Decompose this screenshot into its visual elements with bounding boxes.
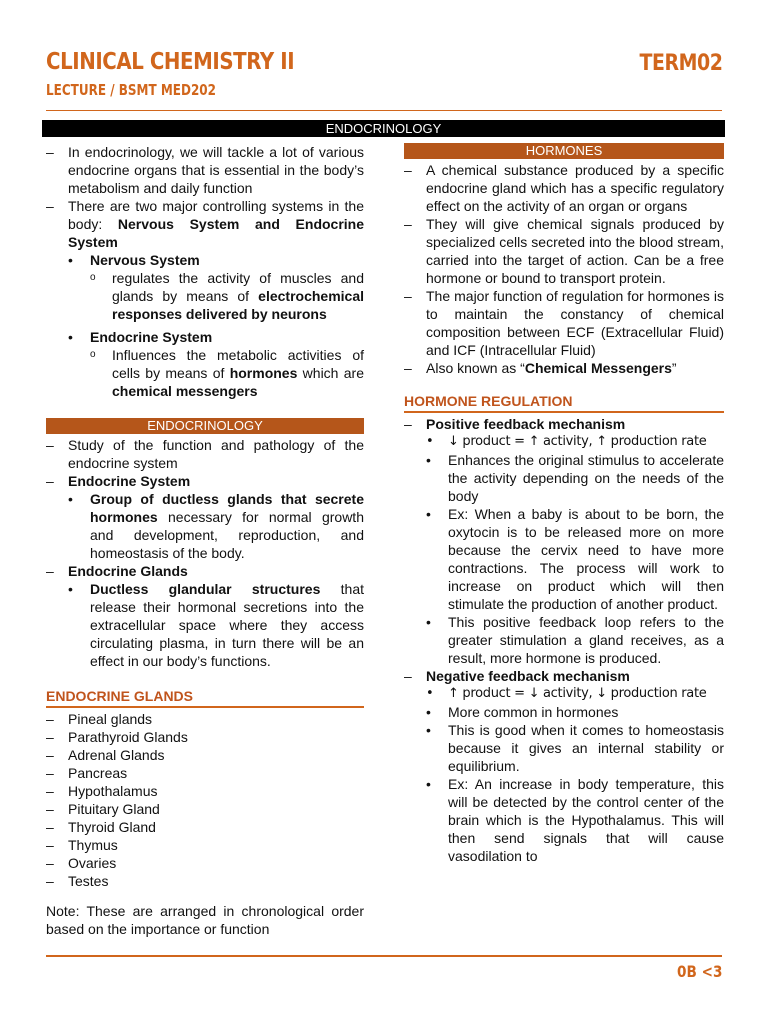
negative-feedback-item: – Negative feedback mechanism xyxy=(404,667,724,685)
right-column xyxy=(404,143,724,865)
hormone-regulation-heading: HORMONE REGULATION xyxy=(404,393,724,413)
nervous-system-desc: o regulates the activity of muscles and glands by means of electrochemical responses delivered by neurons xyxy=(90,269,364,323)
positive-feedback-item: – Positive feedback mechanism xyxy=(404,415,724,433)
gland-item: – Ovaries xyxy=(46,854,364,872)
negative-feedback-point: • ↑ product = ↓ activity, ↓ production rate xyxy=(426,685,724,703)
hormones-list xyxy=(404,161,724,377)
endocrine-system-desc: o Influences the metabolic activities of cells by means of hormones which are chemical messengers xyxy=(90,346,364,400)
endo-glands-desc: • Ductless glandular structures that release their hormonal secretions into the extracellular space where they access circulating plasma, in turn there will be an effect in our body’s functions. xyxy=(68,580,364,670)
intro-item-2: – There are two major controlling systems in the body: Nervous System and Endocrine System xyxy=(46,197,364,251)
endocrine-system-item: • Endocrine System xyxy=(68,328,364,346)
endocrinology-list xyxy=(46,436,364,670)
hormone-item: – A chemical substance produced by a specific endocrine gland which has a specific regulatory effect on the activity of an organ or organs xyxy=(404,161,724,215)
endo-glands-item: – Endocrine Glands xyxy=(46,562,364,580)
hormones-band: HORMONES xyxy=(404,143,724,159)
glands-list xyxy=(46,710,364,890)
endo-definition: – Study of the function and pathology of the endocrine system xyxy=(46,436,364,472)
hormone-item: – They will give chemical signals produced by specialized cells secreted into the blood stream, carried into the target of action. Can be a free hormone or bound to transport protein. xyxy=(404,215,724,287)
header-divider xyxy=(46,110,722,111)
gland-item: – Testes xyxy=(46,872,364,890)
positive-feedback-point: • This positive feedback loop refers to the greater stimulation a gland receives, as a result, more hormone is produced. xyxy=(426,613,724,667)
endocrinology-band: ENDOCRINOLOGY xyxy=(46,418,364,434)
negative-feedback-point: • This is good when it comes to homeostasis because it gives an internal stability or equilibrium. xyxy=(426,721,724,775)
gland-item: – Thymus xyxy=(46,836,364,854)
positive-feedback-point: • ↓ product = ↑ activity, ↑ production rate xyxy=(426,433,724,451)
positive-feedback-point: • Ex: When a baby is about to be born, the oxytocin is to be released more on more because the cervix need to have more contractions. The process will work to increase on product which will then stimulate the production of another product. xyxy=(426,505,724,613)
gland-item: – Adrenal Glands xyxy=(46,746,364,764)
glands-note: Note: These are arranged in chronological order based on the importance or function xyxy=(46,903,364,937)
gland-item: – Thyroid Gland xyxy=(46,818,364,836)
negative-feedback-point: • Ex: An increase in body temperature, this will be detected by the control center of the brain which is the Hypothalamus. This will then send signals that will cause vasodilation to xyxy=(426,775,724,865)
document-subtitle: LECTURE / BSMT MED202 xyxy=(46,81,216,99)
regulation-list xyxy=(404,415,724,865)
gland-item: – Parathyroid Glands xyxy=(46,728,364,746)
endocrine-glands-heading: ENDOCRINE GLANDS xyxy=(46,688,364,708)
hormone-item: – The major function of regulation for hormones is to maintain the constancy of chemical composition between ECF (Extracellular Fluid) and ICF (Intracellular Fluid) xyxy=(404,287,724,359)
intro-list xyxy=(46,143,364,400)
page-label: 0B <3 xyxy=(676,962,722,981)
endo-system-desc: • Group of ductless glands that secrete hormones necessary for normal growth and development, reproduction, and homeostasis of the body. xyxy=(68,490,364,562)
negative-feedback-point: • More common in hormones xyxy=(426,703,724,721)
gland-item: – Pancreas xyxy=(46,764,364,782)
gland-item: – Hypothalamus xyxy=(46,782,364,800)
term-label: TERM02 xyxy=(639,51,722,76)
gland-item: – Pituitary Gland xyxy=(46,800,364,818)
endo-system-item: – Endocrine System xyxy=(46,472,364,490)
nervous-system-item: • Nervous System xyxy=(68,251,364,269)
positive-feedback-point: • Enhances the original stimulus to accelerate the activity depending on the needs of the body xyxy=(426,451,724,505)
main-section-band: ENDOCRINOLOGY xyxy=(42,120,725,137)
document-title: CLINICAL CHEMISTRY II xyxy=(46,49,295,75)
hormone-item: – Also known as “Chemical Messengers” xyxy=(404,359,724,377)
gland-item: – Pineal glands xyxy=(46,710,364,728)
left-column xyxy=(46,143,364,938)
footer-divider xyxy=(46,955,722,957)
intro-item-1: – In endocrinology, we will tackle a lot of various endocrine organs that is essential in the body’s metabolism and daily function xyxy=(46,143,364,197)
